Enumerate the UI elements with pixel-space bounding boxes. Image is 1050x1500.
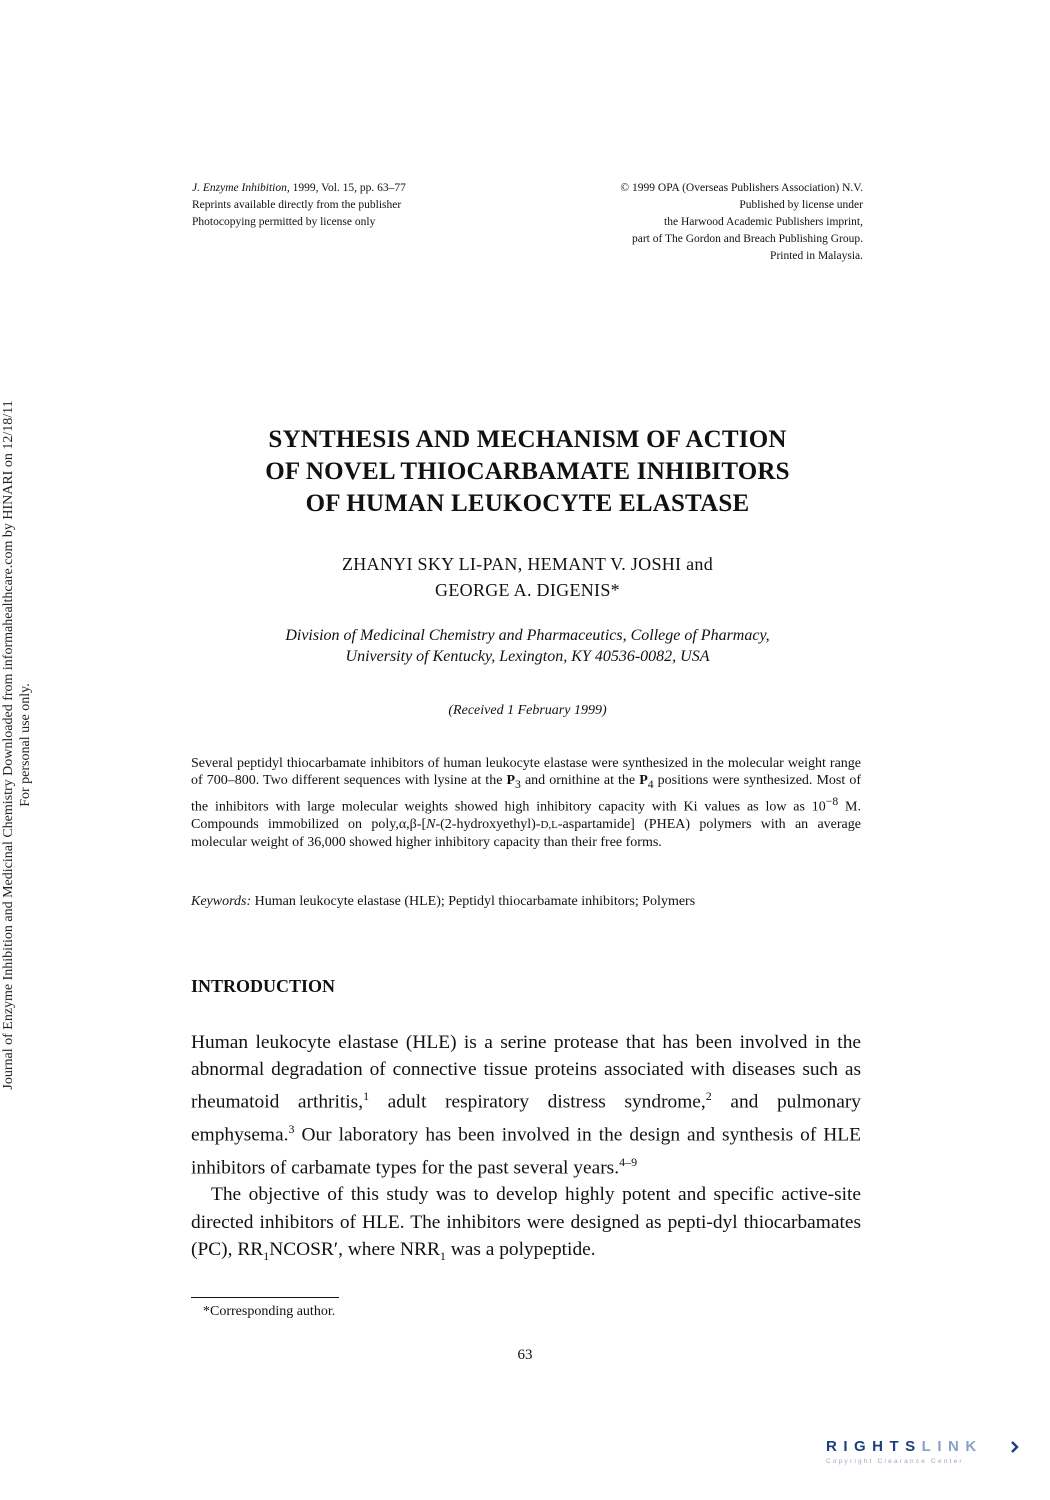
watermark-line-1: Journal of Enzyme Inhibition and Medicinal Chemistry Downloaded from informahealthcare.com by HINARI on 12/18/11 (1, 400, 16, 1090)
title-line-3: OF HUMAN LEUKOCYTE ELASTASE (305, 490, 750, 517)
paragraph-text: adult respiratory distress syndrome, (369, 1091, 706, 1113)
rightslink-arrow-icon (1008, 1440, 1022, 1454)
keywords-label: Keywords: (191, 894, 252, 909)
paragraph-text: The objective of this study was to develop highly potent and specific active-site directed inhibitors of HLE. The inhibitors were designed as pepti-dyl thiocarbamates (PC), RR (191, 1184, 861, 1260)
photocopy-note: Photocopying permitted by license only (192, 216, 376, 228)
imprint-line: the Harwood Academic Publishers imprint, (664, 216, 863, 228)
printed-line: Printed in Malaysia. (770, 250, 863, 262)
title-line-2: OF NOVEL THIOCARBAMATE INHIBITORS (265, 458, 790, 485)
journal-citation (192, 180, 522, 231)
keywords (191, 893, 861, 910)
dl-smallcaps: D,L (540, 819, 558, 832)
p4-subscript: 4 (647, 778, 654, 791)
authors-line-1: ZHANYI SKY LI-PAN, HEMANT V. JOSHI and (341, 554, 714, 574)
paragraph-text: Human leukocyte elastase (HLE) is a serine protease that has been involved in the abnormal degradation of connective tissue proteins associated with diseases such as rheumatoid arthritis, (191, 1032, 861, 1113)
copyright-block (560, 180, 863, 265)
authors-line-2: GEORGE A. DIGENIS* (435, 580, 620, 600)
group-line: part of The Gordon and Breach Publishing Group. (631, 233, 863, 245)
n-italic: N (426, 817, 436, 833)
paragraph (191, 1029, 861, 1181)
citation-line (192, 180, 522, 197)
affiliation-line-1: Division of Medicinal Chemistry and Pharmaceutics, College of Pharmacy, (285, 627, 770, 644)
link-text: LINK (921, 1438, 983, 1455)
paragraph-text: was a polypeptide. (445, 1238, 596, 1260)
introduction-body (191, 1029, 861, 1270)
affiliation-line-2: University of Kentucky, Lexington, KY 40536-0082, USA (345, 648, 710, 665)
rightslink-logo[interactable] (826, 1438, 1022, 1478)
article-title (140, 424, 915, 520)
p3-label: P (506, 773, 516, 789)
page-number: 63 (517, 1347, 533, 1363)
ref-3: 3 (288, 1122, 295, 1137)
paragraph-text: NCOSR′, where NRR (269, 1238, 440, 1260)
watermark-line-2: For personal use only. (18, 683, 33, 807)
abstract-text: Several peptidyl thiocarbamate inhibitors of human leukocyte elastase were synthesized in the molecular weight range of 700–800. Two different sequences with lysine at the (191, 756, 861, 789)
reprints-note: Reprints available directly from the publisher (192, 199, 402, 211)
rightslink-wordmark (826, 1438, 1026, 1456)
citation-details: 1999, Vol. 15, pp. 63–77 (289, 182, 406, 194)
footnote-rule (191, 1297, 339, 1298)
affiliation (190, 625, 865, 667)
rightslink-tagline: Copyright Clearance Center (826, 1458, 964, 1465)
abstract-text: -(2-hydroxyethyl)- (435, 817, 541, 833)
license-line: Published by license under (739, 199, 863, 211)
received-date: (Received 1 February 1999) (448, 703, 607, 718)
ref-4-9: 4–9 (619, 1154, 638, 1169)
ref-2: 2 (705, 1089, 712, 1104)
footnote: *Corresponding author. (203, 1304, 336, 1319)
paragraph-text: Our laboratory has been involved in the design and synthesis of HLE inhibitors of carbamate types for the past several years. (191, 1124, 861, 1179)
authors (190, 551, 865, 603)
section-heading: INTRODUCTION (191, 976, 336, 996)
abstract-text: -aspartamide] (PHEA) polymers with an average molecular weight of 36,000 showed higher inhibitory capacity than their free forms. (191, 817, 861, 851)
journal-name: J. Enzyme Inhibition, (192, 182, 290, 194)
abstract (191, 755, 861, 851)
paragraph (191, 1181, 861, 1269)
p3-subscript: 3 (515, 778, 521, 791)
subscript-1: 1 (439, 1248, 446, 1263)
download-watermark (0, 340, 60, 1150)
p4-label: P (639, 773, 648, 789)
abstract-text: M. Compounds immobilized on poly,α,β-[ (191, 799, 861, 833)
rights-text: RIGHTS (826, 1438, 922, 1455)
paragraph-text: and pulmonary emphysema. (191, 1091, 861, 1146)
subscript-1: 1 (263, 1248, 270, 1263)
abstract-text: positions were synthesized. Most of the inhibitors with large molecular weights showed high inhibitory capacity with Ki values as low as 10 (191, 773, 862, 815)
abstract-text: and ornithine at the (520, 773, 640, 789)
keywords-text: Human leukocyte elastase (HLE); Peptidyl thiocarbamate inhibitors; Polymers (251, 894, 696, 909)
copyright-line: © 1999 OPA (Overseas Publishers Association) N.V. (620, 182, 863, 194)
title-line-1: SYNTHESIS AND MECHANISM OF ACTION (268, 426, 787, 453)
ki-exponent: −8 (825, 795, 839, 809)
ref-1: 1 (363, 1089, 370, 1104)
